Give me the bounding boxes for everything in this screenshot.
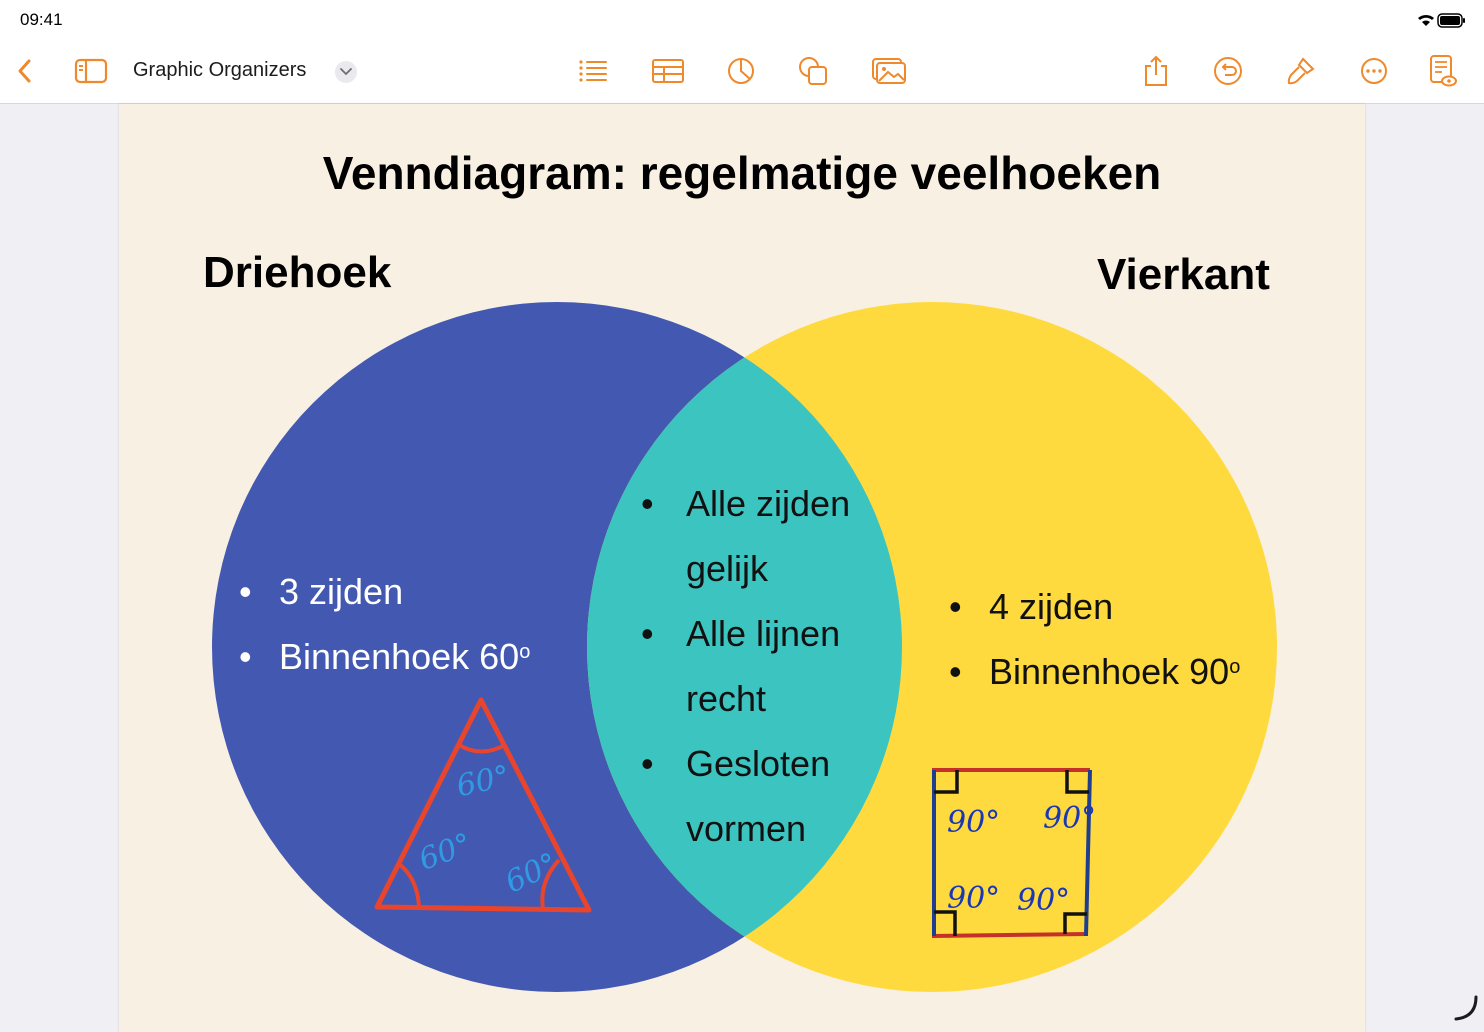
angle-label: 90° <box>1043 801 1097 836</box>
reading-view-button[interactable] <box>1421 49 1465 93</box>
right-set-list[interactable] <box>949 574 1240 704</box>
list-icon <box>578 59 608 83</box>
status-time: 09:41 <box>20 10 63 29</box>
title-menu-button[interactable] <box>335 61 357 83</box>
more-icon <box>1359 56 1389 86</box>
status-icons <box>1416 10 1466 35</box>
resize-handle[interactable] <box>1450 993 1480 1028</box>
list-item: • 4 zijden <box>949 574 1240 639</box>
list-item: • 3 zijden <box>239 559 530 624</box>
sidebar-button[interactable] <box>69 49 113 93</box>
list-item: • Alle lijnen recht <box>641 601 871 731</box>
format-brush-icon <box>1285 55 1317 87</box>
degree-symbol: o <box>1229 656 1241 678</box>
angle-label: 90° <box>947 805 1001 840</box>
document-page[interactable] <box>119 104 1365 1032</box>
format-button[interactable] <box>1279 49 1323 93</box>
insert-table-button[interactable] <box>646 49 690 93</box>
more-button[interactable] <box>1352 49 1396 93</box>
insert-shape-button[interactable] <box>791 49 835 93</box>
share-icon <box>1142 55 1170 87</box>
left-set-list[interactable] <box>239 559 530 689</box>
insert-chart-button[interactable] <box>719 49 763 93</box>
degree-symbol: o <box>519 641 531 663</box>
resize-corner-icon <box>1450 993 1480 1023</box>
angle-label: 90° <box>1017 883 1071 918</box>
wifi-battery-icon <box>1416 10 1466 30</box>
list-item: • Binnenhoek 60$^o$ <box>239 624 530 689</box>
chart-icon <box>726 56 756 86</box>
back-chevron-icon <box>15 58 35 84</box>
shapes-icon <box>797 55 829 87</box>
insert-list-button[interactable] <box>571 49 615 93</box>
list-item: • Binnenhoek 90$^o$ <box>949 639 1240 704</box>
document-title[interactable]: Graphic Organizers <box>133 59 307 81</box>
undo-button[interactable] <box>1206 49 1250 93</box>
angle-label: 60° <box>453 758 513 805</box>
set-label-right: Vierkant <box>1097 250 1270 299</box>
set-label-left: Driehoek <box>203 248 392 297</box>
share-button[interactable] <box>1134 49 1178 93</box>
toolbar <box>0 40 1484 104</box>
reading-view-icon <box>1428 54 1458 88</box>
sidebar-icon <box>74 58 108 84</box>
undo-icon <box>1212 55 1244 87</box>
media-icon <box>871 57 907 85</box>
chevron-down-icon <box>340 68 352 76</box>
angle-label: 60° <box>500 846 564 901</box>
status-bar <box>0 0 1484 40</box>
angle-label: 90° <box>947 881 1001 916</box>
intersection-list[interactable] <box>641 471 871 861</box>
list-item: • Alle zijden gelijk <box>641 471 871 601</box>
angle-label: 60° <box>414 826 477 878</box>
insert-media-button[interactable] <box>867 49 911 93</box>
back-button[interactable] <box>3 49 47 93</box>
list-item: • Gesloten vormen <box>641 731 871 861</box>
table-icon <box>651 58 685 84</box>
page-title: Venndiagram: regelmatige veelhoeken <box>322 147 1162 199</box>
